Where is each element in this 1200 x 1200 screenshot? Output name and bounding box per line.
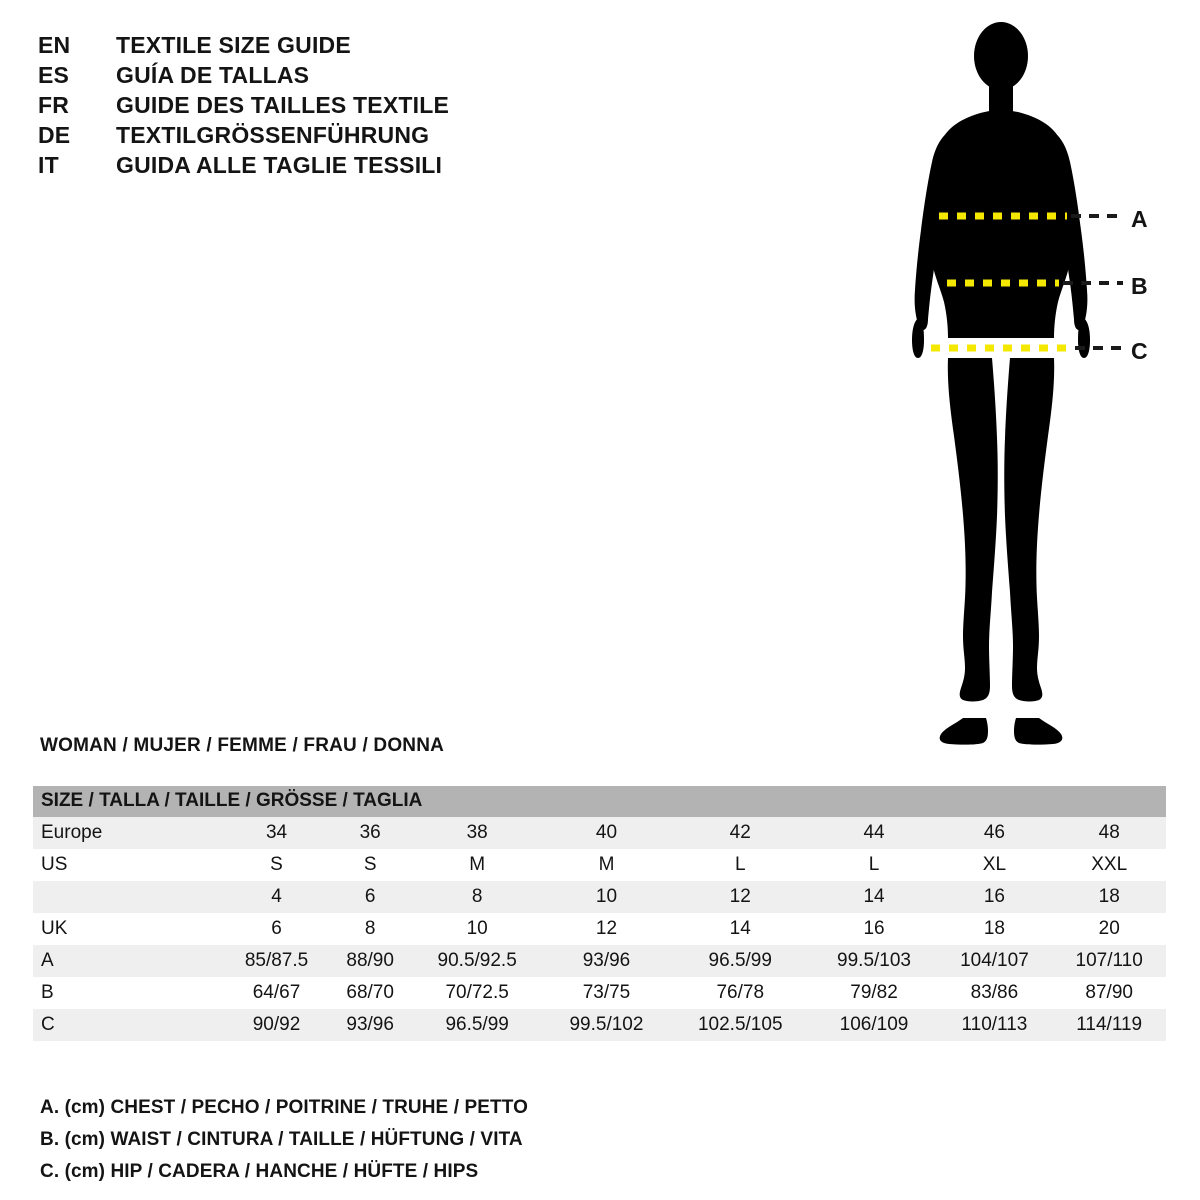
table-header-row bbox=[33, 786, 1166, 817]
cell: 70/72.5 bbox=[410, 977, 544, 1009]
female-silhouette-icon bbox=[855, 18, 1175, 758]
table-row bbox=[33, 1009, 1166, 1041]
cell: 104/107 bbox=[936, 945, 1052, 977]
cell: M bbox=[544, 849, 669, 881]
cell: 88/90 bbox=[330, 945, 410, 977]
cell: 90/92 bbox=[223, 1009, 330, 1041]
cell: 16 bbox=[936, 881, 1052, 913]
language-title: TEXTILE SIZE GUIDE bbox=[116, 32, 351, 58]
row-label: A bbox=[33, 945, 223, 977]
cell: 73/75 bbox=[544, 977, 669, 1009]
cell: 87/90 bbox=[1052, 977, 1166, 1009]
cell: 12 bbox=[544, 913, 669, 945]
cell: 114/119 bbox=[1052, 1009, 1166, 1041]
language-title: GUIDE DES TAILLES TEXTILE bbox=[116, 92, 449, 118]
cell: 99.5/102 bbox=[544, 1009, 669, 1041]
body-figure bbox=[855, 18, 1175, 758]
language-code: EN bbox=[38, 32, 71, 58]
row-label: UK bbox=[33, 913, 223, 945]
table-row bbox=[33, 849, 1166, 881]
cell: 93/96 bbox=[544, 945, 669, 977]
cell: 14 bbox=[812, 881, 937, 913]
size-table bbox=[33, 786, 1166, 1041]
cell: 96.5/99 bbox=[669, 945, 812, 977]
cell: 76/78 bbox=[669, 977, 812, 1009]
cell: 68/70 bbox=[330, 977, 410, 1009]
language-code: FR bbox=[38, 92, 70, 118]
cell: 42 bbox=[669, 817, 812, 849]
row-label: Europe bbox=[33, 817, 223, 849]
cell: 16 bbox=[812, 913, 937, 945]
legend-line-c: C. (cm) HIP / CADERA / HANCHE / HÜFTE / HIPS bbox=[40, 1161, 479, 1182]
marker-label-b: B bbox=[1131, 273, 1148, 299]
cell: 44 bbox=[812, 817, 937, 849]
section-title-woman: WOMAN / MUJER / FEMME / FRAU / DONNA bbox=[40, 735, 445, 756]
table-row bbox=[33, 881, 1166, 913]
cell: M bbox=[410, 849, 544, 881]
cell: L bbox=[812, 849, 937, 881]
language-row bbox=[38, 62, 598, 92]
legend-line-a: A. (cm) CHEST / PECHO / POITRINE / TRUHE / PETTO bbox=[40, 1097, 528, 1118]
cell: 6 bbox=[223, 913, 330, 945]
language-title: TEXTILGRÖSSENFÜHRUNG bbox=[116, 122, 430, 148]
legend-line-b: B. (cm) WAIST / CINTURA / TAILLE / HÜFTUNG / VITA bbox=[40, 1129, 523, 1150]
cell: XXL bbox=[1052, 849, 1166, 881]
cell: 34 bbox=[223, 817, 330, 849]
row-label: US bbox=[33, 849, 223, 881]
language-code: IT bbox=[38, 152, 59, 178]
cell: 110/113 bbox=[936, 1009, 1052, 1041]
cell: 40 bbox=[544, 817, 669, 849]
language-title: GUÍA DE TALLAS bbox=[116, 62, 310, 88]
table-row bbox=[33, 817, 1166, 849]
language-code: DE bbox=[38, 122, 71, 148]
cell: 6 bbox=[330, 881, 410, 913]
measurement-legend bbox=[40, 1092, 740, 1188]
cell: S bbox=[223, 849, 330, 881]
cell: 18 bbox=[1052, 881, 1166, 913]
language-row bbox=[38, 92, 598, 122]
table-row bbox=[33, 913, 1166, 945]
cell: 106/109 bbox=[812, 1009, 937, 1041]
cell: 64/67 bbox=[223, 977, 330, 1009]
cell: L bbox=[669, 849, 812, 881]
cell: 83/86 bbox=[936, 977, 1052, 1009]
cell: 93/96 bbox=[330, 1009, 410, 1041]
cell: 20 bbox=[1052, 913, 1166, 945]
cell: 90.5/92.5 bbox=[410, 945, 544, 977]
language-row bbox=[38, 122, 598, 152]
table-header-label: SIZE / TALLA / TAILLE / GRÖSSE / TAGLIA bbox=[33, 786, 1166, 817]
cell: 36 bbox=[330, 817, 410, 849]
cell: 14 bbox=[669, 913, 812, 945]
row-label: B bbox=[33, 977, 223, 1009]
table-row bbox=[33, 977, 1166, 1009]
cell: 99.5/103 bbox=[812, 945, 937, 977]
cell: 96.5/99 bbox=[410, 1009, 544, 1041]
cell: XL bbox=[936, 849, 1052, 881]
cell: 38 bbox=[410, 817, 544, 849]
cell: 4 bbox=[223, 881, 330, 913]
language-code: ES bbox=[38, 62, 70, 88]
language-row bbox=[38, 152, 598, 182]
cell: 18 bbox=[936, 913, 1052, 945]
row-label: C bbox=[33, 1009, 223, 1041]
language-row bbox=[38, 32, 598, 62]
marker-label-a: A bbox=[1131, 206, 1148, 232]
cell: 12 bbox=[669, 881, 812, 913]
row-label bbox=[33, 881, 223, 913]
cell: 79/82 bbox=[812, 977, 937, 1009]
language-title-list bbox=[38, 32, 598, 182]
language-title: GUIDA ALLE TAGLIE TESSILI bbox=[116, 152, 443, 178]
cell: S bbox=[330, 849, 410, 881]
table-row bbox=[33, 945, 1166, 977]
cell: 85/87.5 bbox=[223, 945, 330, 977]
cell: 102.5/105 bbox=[669, 1009, 812, 1041]
cell: 107/110 bbox=[1052, 945, 1166, 977]
cell: 8 bbox=[410, 881, 544, 913]
cell: 46 bbox=[936, 817, 1052, 849]
cell: 10 bbox=[410, 913, 544, 945]
cell: 10 bbox=[544, 881, 669, 913]
marker-label-c: C bbox=[1131, 338, 1148, 364]
cell: 48 bbox=[1052, 817, 1166, 849]
cell: 8 bbox=[330, 913, 410, 945]
